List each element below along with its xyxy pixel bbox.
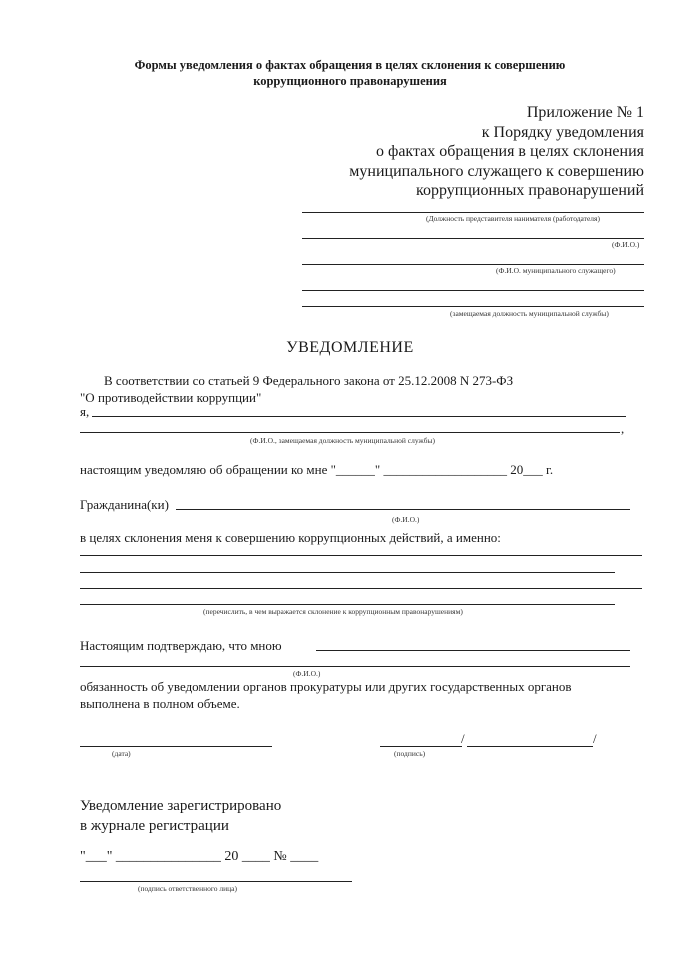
employer-position-caption: (Должность представителя нанимателя (работодателя)	[426, 214, 600, 223]
appendix-line: Приложение № 1	[526, 104, 644, 121]
citizen-label: Гражданина(ки)	[80, 497, 169, 512]
intro-line-1: В соответствии со статьей 9 Федерального закона от 25.12.2008 N 273-ФЗ	[104, 373, 514, 388]
notify-text: настоящим уведомляю об обращении ко мне "______" ___________________ 20___ г.	[80, 462, 554, 477]
signature-caption: (подпись)	[394, 749, 426, 758]
date-line[interactable]	[80, 746, 272, 747]
confirm-fio-line-1[interactable]	[316, 650, 630, 651]
employee-fio-caption: (Ф.И.О. муниципального служащего)	[496, 266, 616, 275]
confirm-fio-caption: (Ф.И.О.)	[293, 669, 321, 678]
duty-line-1: обязанность об уведомлении органов прокуратуры или других государственных органов	[80, 679, 572, 694]
fio-post-caption: (Ф.И.О., замещаемая должность муниципальной службы)	[250, 436, 435, 445]
slash-2: /	[593, 731, 597, 746]
appendix-line: о фактах обращения в целях склонения	[375, 143, 644, 160]
purpose-line-4[interactable]	[80, 604, 615, 605]
employer-fio-line[interactable]	[302, 238, 644, 239]
purpose-line-2[interactable]	[80, 572, 615, 573]
registration-line: в журнале регистрации	[80, 818, 229, 834]
employer-fio-caption: (Ф.И.О.)	[612, 240, 640, 249]
registration-block	[80, 796, 281, 836]
appendix-block	[349, 103, 644, 201]
citizen-fio-caption: (Ф.И.О.)	[392, 515, 420, 524]
purpose-line-1[interactable]	[80, 555, 642, 556]
employer-position-line[interactable]	[302, 212, 644, 213]
registration-date-number: "___" _______________ 20 ____ № ____	[80, 849, 319, 864]
signature-decoding-line[interactable]	[467, 746, 593, 747]
date-caption: (дата)	[112, 749, 131, 758]
purpose-caption: (перечислить, в чем выражается склонение к коррупционным правонарушениям)	[203, 607, 463, 616]
confirm-fio-line-2[interactable]	[80, 666, 630, 667]
fio-line-2[interactable]	[80, 432, 620, 433]
duty-line-2: выполнена в полном объеме.	[80, 696, 240, 711]
signature-line[interactable]	[380, 746, 462, 747]
employee-post-line-1[interactable]	[302, 290, 644, 291]
appendix-line: коррупционных правонарушений	[416, 182, 644, 199]
employee-post-caption: (замещаемая должность муниципальной службы)	[450, 309, 609, 318]
confirm-text: Настоящим подтверждаю, что мною	[80, 638, 282, 653]
slash-1: /	[461, 731, 465, 746]
purpose-line-3[interactable]	[80, 588, 642, 589]
appendix-line: к Порядку уведомления	[481, 123, 644, 141]
citizen-fio-line[interactable]	[176, 509, 630, 510]
responsible-signature-line[interactable]	[80, 881, 352, 882]
notice-heading: УВЕДОМЛЕНИЕ	[286, 339, 414, 356]
form-title-line-1: Формы уведомления о фактах обращения в целях склонения к совершению	[134, 58, 566, 72]
responsible-signature-caption: (подпись ответственного лица)	[138, 884, 237, 893]
appendix-line: муниципального служащего к совершению	[349, 162, 644, 180]
form-title-line-2: коррупционного правонарушения	[253, 74, 447, 88]
fio-line-1[interactable]	[92, 416, 626, 417]
registration-line: Уведомление зарегистрировано	[80, 798, 282, 814]
comma: ,	[621, 421, 625, 436]
employee-post-line-2[interactable]	[302, 306, 644, 307]
ya-label: я,	[80, 404, 90, 419]
employee-fio-line[interactable]	[302, 264, 644, 265]
purpose-text: в целях склонения меня к совершению коррупционных действий, а именно:	[80, 530, 501, 545]
intro-line-2: "О противодействии коррупции"	[80, 390, 262, 405]
